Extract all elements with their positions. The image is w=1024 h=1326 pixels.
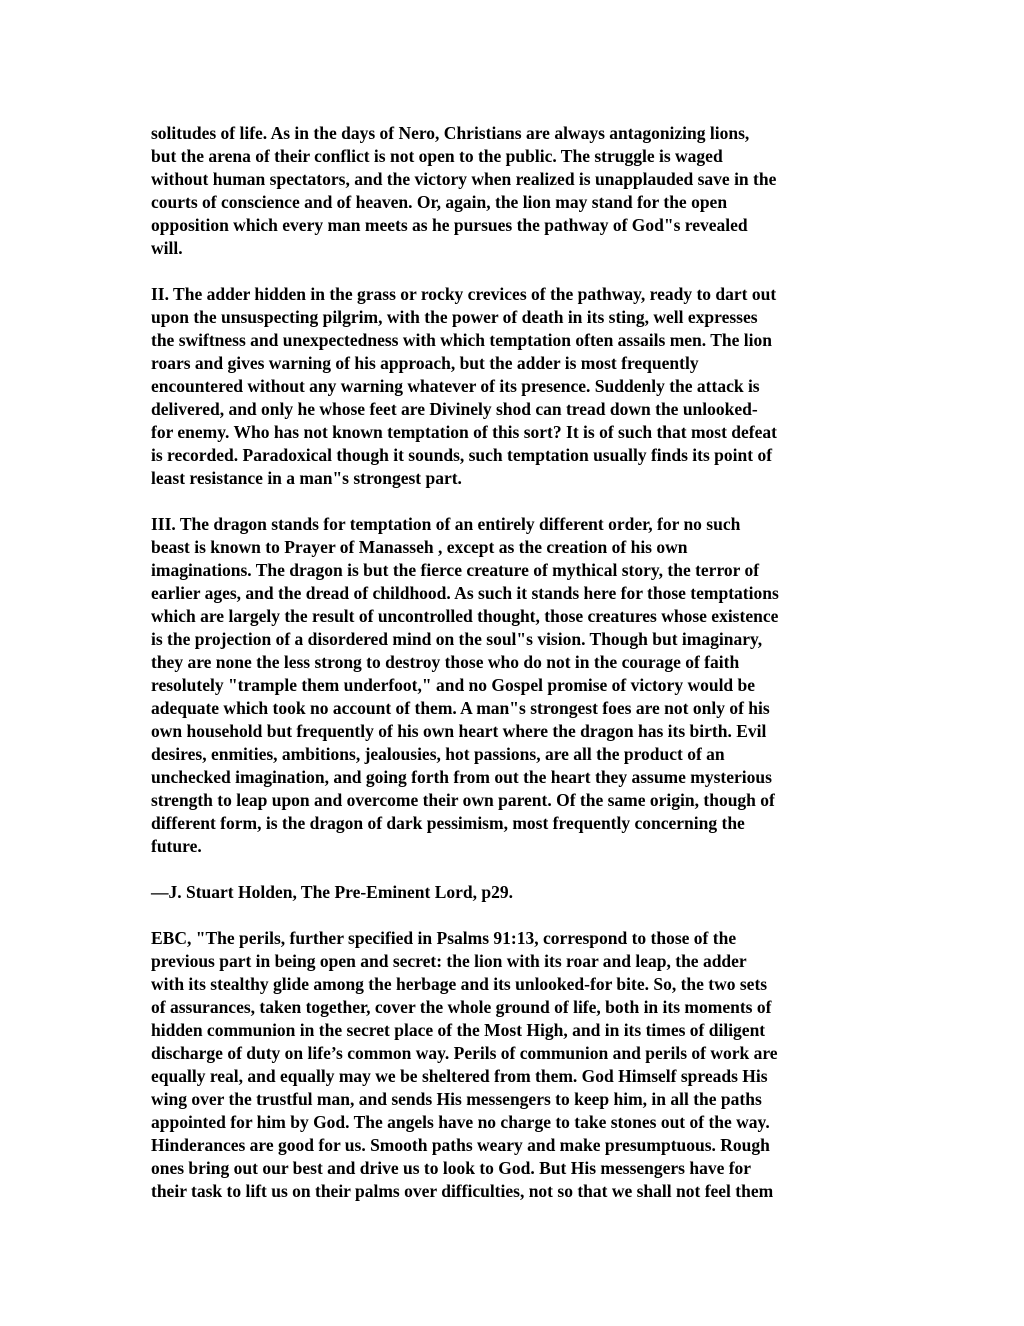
citation-holden: —J. Stuart Holden, The Pre-Eminent Lord, p29.: [151, 882, 514, 902]
paragraph-dragon: III. The dragon stands for temptation of an entirely different order, for no such beast is known to Prayer of Manasseh , except as the creation of his own imaginations. The dragon is but the fierce creature of mythical story, the terror of earlier ages, and the dread of childhood. As such it stands here for those temptations which are largely the result of uncontrolled thought, those creatures whose existence is the projection of a disordered mind on the soul"s vision. Though but imaginary, they are none the less strong to destroy those who do not in the courage of faith resolutely "trample them underfoot," and no Gospel promise of victory would be adequate which took no account of them. A man"s strongest foes are not only of his own household but frequently of his own heart where the dragon has its birth. Evil desires, enmities, ambitions, jealousies, hot passions, are all the product of an unchecked imagination, and going forth from out the heart they assume mysterious strength to leap upon and overcome their own parent. Of the same origin, though of different form, is the dragon of dark pessimism, most frequently concerning the future.: [151, 514, 779, 856]
paragraph-ebc: EBC, "The perils, further specified in Psalms 91:13, correspond to those of the previous part in being open and secret: the lion with its roar and leap, the adder with its stealthy glide among the herbage and its unlooked-for bite. So, the two sets of assurances, taken together, cover the whole ground of life, both in its moments of hidden communion in the secret place of the Most High, and in its times of diligent discharge of duty on life’s common way. Perils of communion and perils of work are equally real, and equally may we be sheltered from them. God Himself spreads His wing over the trustful man, and sends His messengers to keep him, in all the paths appointed for him by God. The angels have no charge to take stones out of the way. Hinderances are good for us. Smooth paths weary and make presumptuous. Rough ones bring out our best and drive us to look to God. But His messengers have for their task to lift us on their palms over difficulties, not so that we shall not feel them: [151, 928, 778, 1201]
paragraph-adder: II. The adder hidden in the grass or rocky crevices of the pathway, ready to dart out upon the unsuspecting pilgrim, with the power of death in its sting, well expresses the swiftness and unexpectedness with which temptation often assails men. The lion roars and gives warning of his approach, but the adder is most frequently encountered without any warning whatever of its presence. Suddenly the attack is delivered, and only he whose feet are Divinely shod can tread down the unlooked- for enemy. Who has not known temptation of this sort? It is of such that most defeat is recorded. Paradoxical though it sounds, such temptation usually finds its point of least resistance in a man"s strongest part.: [151, 284, 777, 488]
paragraph-lion-continuation: solitudes of life. As in the days of Nero, Christians are always antagonizing lions, but the arena of their conflict is not open to the public. The struggle is waged without human spectators, and the victory when realized is unapplauded save in the courts of conscience and of heaven. Or, again, the lion may stand for the open opposition which every man meets as he pursues the pathway of God"s revealed will.: [151, 123, 777, 258]
document-page: [151, 122, 879, 1203]
